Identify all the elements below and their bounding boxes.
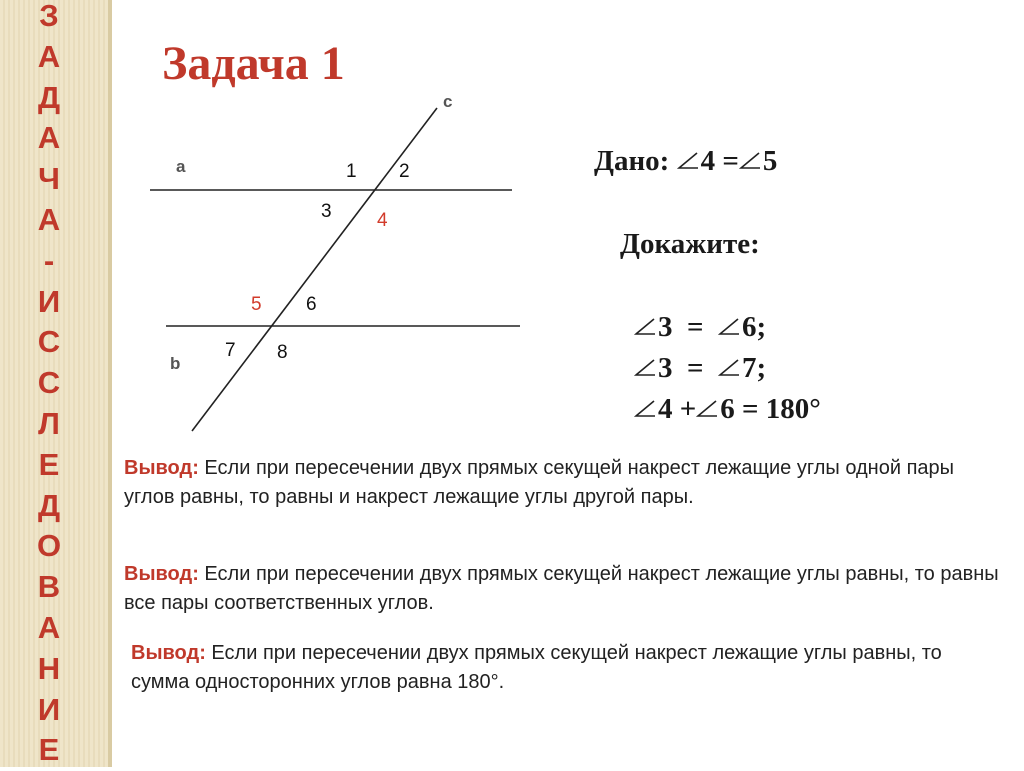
vertical-letter: Е [38, 446, 60, 482]
vertical-letter: - [43, 242, 55, 278]
vertical-letter: И [37, 691, 61, 727]
conclusion-heading: Вывод: [124, 563, 199, 585]
angle-icon [634, 318, 656, 336]
conclusion-3 [131, 639, 1001, 697]
prove-op: = [687, 311, 704, 343]
conclusion-text: Если при пересечении двух прямых секущей накрест лежащие углы одной пары углов равны, то равны и накрест лежащие углы другой пары. [124, 457, 955, 508]
vertical-letter: А [37, 38, 61, 74]
angle-icon [634, 400, 656, 418]
prove-row-1 [634, 311, 766, 344]
conclusion-2 [124, 560, 1004, 618]
vertical-letter: А [37, 609, 61, 645]
given-angle-a: 4 = [700, 145, 739, 177]
prove-op: = [687, 352, 704, 384]
conclusion-heading: Вывод: [131, 642, 206, 664]
vertical-letter: Д [37, 487, 61, 523]
conclusion-1 [124, 454, 1004, 512]
vertical-letter: Е [38, 732, 60, 768]
vertical-letter: З [39, 0, 59, 33]
prove-row-3 [634, 393, 821, 426]
angle-2-label: 2 [399, 161, 410, 182]
angle-icon [634, 359, 656, 377]
angle-8-label: 8 [277, 342, 288, 363]
prove-right: 6; [742, 311, 767, 343]
angle-6-label: 6 [306, 294, 317, 315]
vertical-letter: А [37, 201, 61, 237]
given-label: Дано: [594, 145, 670, 177]
angle-5-label: 5 [251, 294, 262, 315]
line-c [192, 108, 437, 431]
angle-icon [739, 152, 761, 170]
given-angle-b: 5 [762, 145, 778, 177]
line-c-label: c [443, 92, 453, 111]
vertical-letter: А [37, 120, 61, 156]
vertical-letter: Л [38, 405, 60, 441]
prove-row-2 [634, 352, 766, 385]
vertical-letter: Д [37, 79, 61, 115]
angle-icon [718, 359, 740, 377]
angle-icon [677, 152, 699, 170]
given-statement [594, 145, 777, 178]
conclusion-heading: Вывод: [124, 457, 199, 479]
angle-icon [718, 318, 740, 336]
prove-op: + [679, 393, 697, 425]
conclusion-text: Если при пересечении двух прямых секущей накрест лежащие углы равны, то сумма односторонних углов равна 180°. [131, 642, 942, 693]
conclusion-text: Если при пересечении двух прямых секущей накрест лежащие углы равны, то равны все пары соответственных углов. [124, 563, 999, 614]
angle-4-label: 4 [377, 210, 388, 231]
angle-1-label: 1 [346, 161, 357, 182]
prove-right: 6 = 180° [720, 393, 821, 425]
angle-icon [696, 400, 718, 418]
vertical-letter: И [37, 283, 61, 319]
prove-left: 4 [658, 393, 673, 425]
vertical-letter: Ч [38, 161, 60, 197]
line-a-label: a [176, 157, 186, 176]
line-b-label: b [170, 354, 181, 373]
vertical-letter: Н [37, 650, 61, 686]
angle-3-label: 3 [321, 201, 332, 222]
prove-left: 3 [658, 311, 673, 343]
page-title: Задача 1 [162, 37, 345, 90]
prove-left: 3 [658, 352, 673, 384]
prove-right: 7; [742, 352, 767, 384]
vertical-letter: О [36, 528, 62, 564]
angle-7-label: 7 [225, 340, 236, 361]
vertical-letter: С [37, 324, 61, 360]
vertical-letter: С [37, 365, 61, 401]
prove-heading: Докажите: [620, 228, 760, 260]
vertical-letter: В [37, 569, 61, 605]
